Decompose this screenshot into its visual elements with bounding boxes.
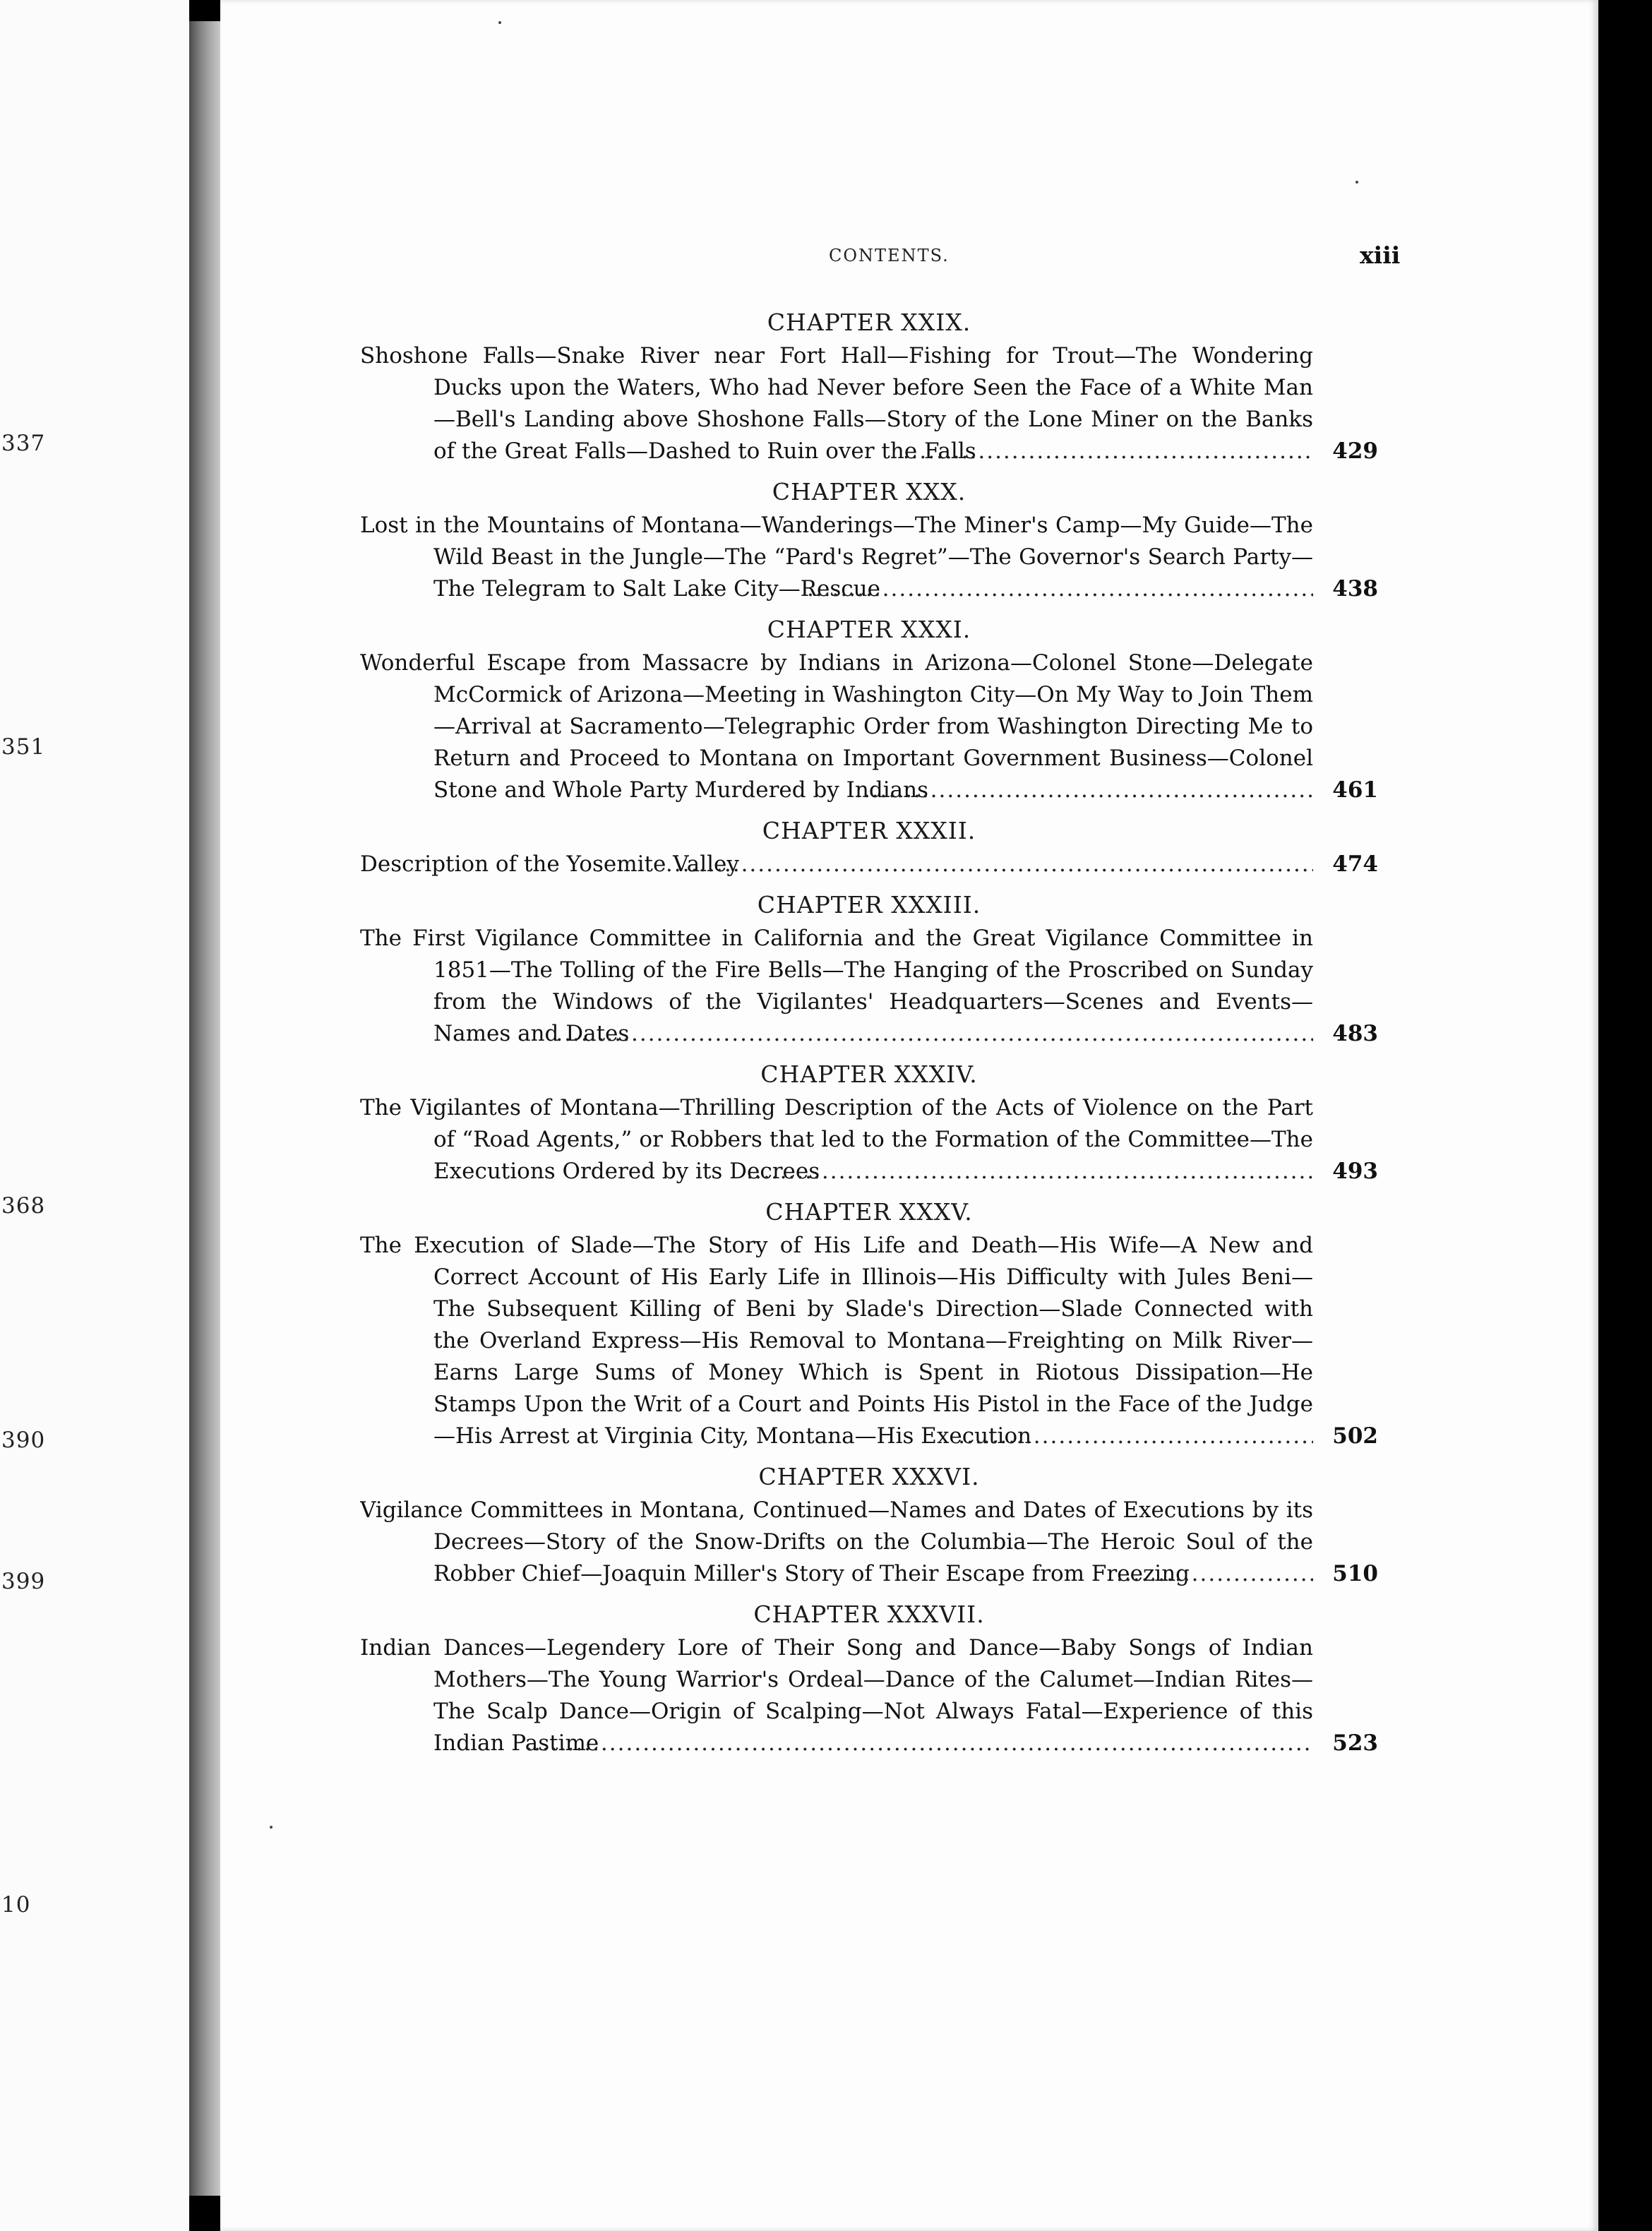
chapter-page-number: 474 <box>1332 851 1378 877</box>
chapter-page-number: 510 <box>1332 1561 1378 1586</box>
chapter-description: Lost in the Mountains of Montana—Wanderings—The Miner's Camp—My Guide—The Wild Beast in the Jungle—The “Pard's Regret”—The Governor's Search Party—The Telegram to Salt Lake City—Rescue ..... <box>360 513 1313 602</box>
chapter-description: Shoshone Falls—Snake River near Fort Hall—Fishing for Trout—The Wondering Ducks upon the Waters, Who had Never before Seen the Face of a White Man—Bell's Landing above Shoshone Falls—Story of the Lone Miner on the Banks of the Great Falls—Dashed to Ruin over the Falls ..... <box>360 343 1313 464</box>
chapter-summary <box>360 1230 1313 1452</box>
chapter-summary-row <box>360 510 1378 605</box>
chapter-title: CHAPTER XXXII. <box>762 817 976 844</box>
contents-page <box>220 0 1598 2231</box>
ink-speck <box>498 21 501 24</box>
chapter-summary-row <box>360 1495 1378 1590</box>
chapter-entry <box>360 612 1378 806</box>
chapter-description: Wonderful Escape from Massacre by Indians in Arizona—Colonel Stone—Delegate McCormick of Arizona—Meeting in Washington City—On My Way to Join Them—Arrival at Sacramento—Telegraphic Order from Washington Directing Me to Return and Proceed to Montana on Important Government Business—Colonel Stone and Whole Party Murdered by Indians ..... <box>360 650 1313 803</box>
chapter-title: CHAPTER XXXI. <box>767 616 971 643</box>
chapter-title: CHAPTER XXX. <box>772 478 966 506</box>
chapter-entry <box>360 1459 1378 1590</box>
chapter-title: CHAPTER XXXIII. <box>757 891 981 919</box>
facing-page-number: 399 <box>1 1569 46 1594</box>
page-number: xiii <box>1360 241 1401 269</box>
chapter-entry <box>360 305 1378 467</box>
chapter-summary <box>360 1092 1313 1188</box>
chapter-entry <box>360 887 1378 1050</box>
chapter-summary-row <box>360 1230 1378 1452</box>
chapter-summary <box>360 923 1313 1050</box>
chapter-description: The First Vigilance Committee in California and the Great Vigilance Committee in 1851—The Tolling of the Fire Bells—The Hanging of the Proscribed on Sunday from the Windows of the Vigilantes' Headquarters—Scenes and Events—Names and Dates ..... <box>360 926 1313 1046</box>
chapter-summary-row <box>360 1092 1378 1188</box>
running-title: CONTENTS. <box>829 246 950 265</box>
facing-page-number: 368 <box>1 1193 46 1219</box>
table-of-contents <box>360 305 1378 1766</box>
chapter-entry <box>360 813 1378 880</box>
running-head <box>220 241 1598 274</box>
chapter-summary <box>360 340 1313 467</box>
chapter-summary-row <box>360 1632 1378 1759</box>
chapter-page-number: 523 <box>1332 1730 1378 1756</box>
ink-speck <box>270 1826 273 1829</box>
chapter-entry <box>360 1195 1378 1452</box>
facing-page-number: 10 <box>1 1892 31 1918</box>
ink-speck <box>1355 181 1358 184</box>
chapter-entry <box>360 1597 1378 1759</box>
chapter-entry <box>360 474 1378 605</box>
facing-page-edge <box>0 0 189 2231</box>
book-gutter <box>189 21 220 2196</box>
chapter-entry <box>360 1057 1378 1188</box>
chapter-page-number: 483 <box>1332 1021 1378 1046</box>
chapter-summary-row <box>360 849 1378 880</box>
chapter-page-number: 461 <box>1332 777 1378 803</box>
chapter-page-number: 429 <box>1332 438 1378 464</box>
chapter-title: CHAPTER XXIX. <box>767 309 971 336</box>
chapter-page-number: 493 <box>1332 1159 1378 1184</box>
chapter-summary <box>360 1632 1313 1759</box>
chapter-description: The Vigilantes of Montana—Thrilling Description of the Acts of Violence on the Part of “Road Agents,” or Robbers that led to the Formation of the Committee—The Executions Ordered by its Decrees ..... <box>360 1095 1313 1184</box>
chapter-title: CHAPTER XXXVI. <box>758 1463 980 1490</box>
chapter-summary <box>360 1495 1313 1590</box>
chapter-summary <box>360 510 1313 605</box>
chapter-description: The Execution of Slade—The Story of His Life and Death—His Wife—A New and Correct Account of His Early Life in Illinois—His Difficulty with Jules Beni—The Subsequent Killing of Beni by Slade's Direction—Slade Connected with the Overland Express—His Removal to Montana—Freighting on Milk River—Earns Large Sums of Money Which is Spent in Riotous Dissipation—He Stamps Upon the Writ of a Court and Points His Pistol in the Face of the Judge—His Arrest at Virginia City, Montana—His Execution ..... <box>360 1233 1313 1449</box>
chapter-description: Indian Dances—Legendery Lore of Their Song and Dance—Baby Songs of Indian Mothers—The Young Warrior's Ordeal—Dance of the Calumet—Indian Rites—The Scalp Dance—Origin of Scalping—Not Always Fatal—Experience of this Indian Pastime ..... <box>360 1635 1313 1756</box>
chapter-title: CHAPTER XXXV. <box>765 1198 973 1226</box>
chapter-description: Description of the Yosemite Valley ..... <box>360 851 739 877</box>
chapter-title: CHAPTER XXXVII. <box>753 1601 985 1628</box>
chapter-description: Vigilance Committees in Montana, Continued—Names and Dates of Executions by its Decrees—Story of the Snow-Drifts on the Columbia—The Heroic Soul of the Robber Chief—Joaquin Miller's Story of Their Escape from Freezing ..... <box>360 1497 1313 1586</box>
chapter-page-number: 438 <box>1332 576 1378 602</box>
facing-page-number: 390 <box>1 1428 46 1453</box>
chapter-title: CHAPTER XXXIV. <box>760 1060 978 1088</box>
chapter-summary-row <box>360 923 1378 1050</box>
facing-page-number: 337 <box>1 431 46 456</box>
chapter-summary-row <box>360 340 1378 467</box>
chapter-page-number: 502 <box>1332 1423 1378 1449</box>
chapter-summary <box>360 647 1313 806</box>
chapter-summary <box>360 849 1313 880</box>
chapter-summary-row <box>360 647 1378 806</box>
scan-border <box>1598 0 1652 2231</box>
facing-page-number: 351 <box>1 734 46 760</box>
